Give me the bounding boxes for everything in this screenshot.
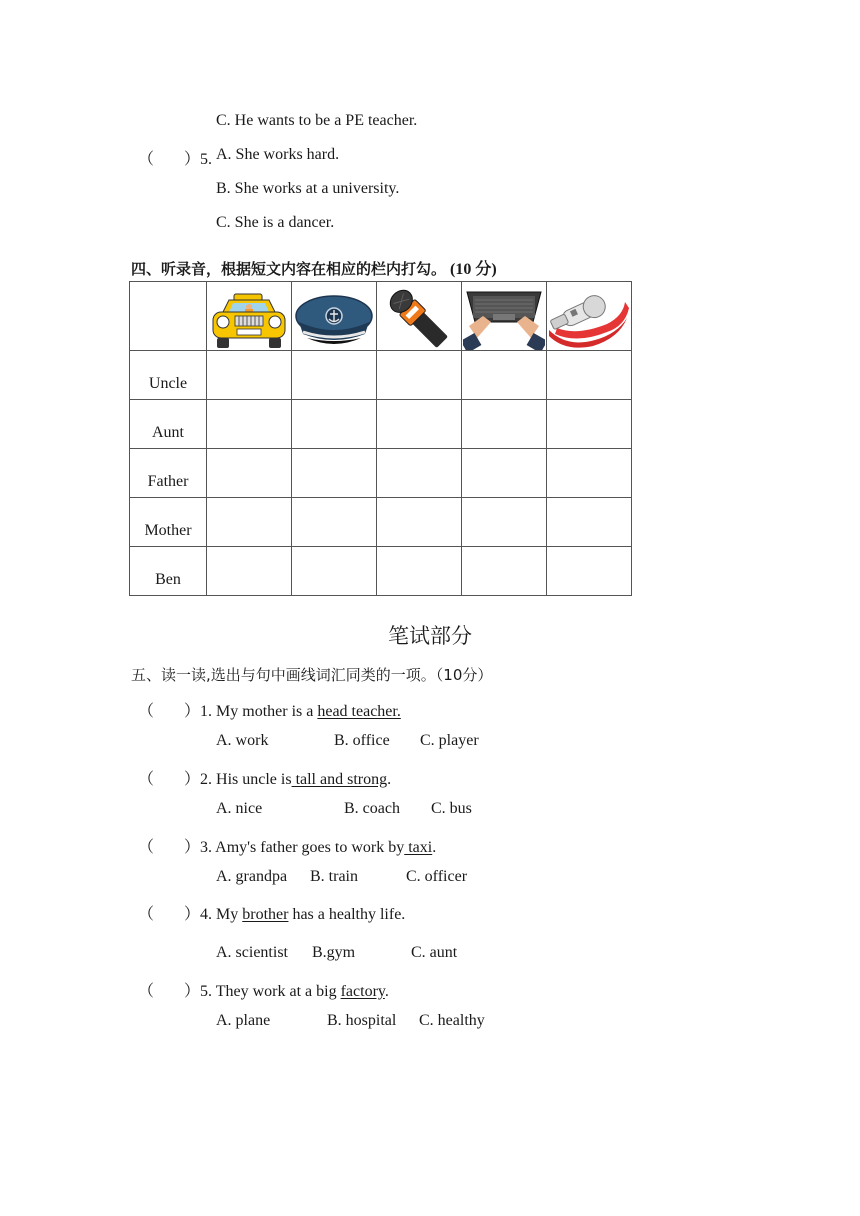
q3-option-b: B. train	[310, 868, 358, 885]
tick-cell[interactable]	[377, 449, 462, 498]
header-empty-cell	[130, 282, 207, 351]
tick-table	[129, 281, 632, 596]
microphone-icon	[384, 288, 454, 350]
tick-cell[interactable]	[547, 400, 632, 449]
q3-option-a: A. grandpa	[216, 868, 288, 885]
section4-score: (10 分)	[450, 261, 497, 278]
header-cell-captain-hat	[292, 282, 377, 351]
tick-cell[interactable]	[377, 351, 462, 400]
tick-cell[interactable]	[292, 351, 377, 400]
q4-option-c: C. aunt	[411, 944, 458, 961]
header-cell-laptop	[462, 282, 547, 351]
table-header-row	[130, 282, 632, 351]
tick-cell[interactable]	[377, 400, 462, 449]
answer-paren-open: （	[138, 983, 155, 1000]
question-5-text: They work at a big	[215, 983, 341, 1000]
question-3-text: Amy's father goes to work by	[215, 839, 405, 856]
row-label-mother: Mother	[130, 498, 207, 547]
tick-cell[interactable]	[462, 449, 547, 498]
tick-cell[interactable]	[547, 351, 632, 400]
q1-option-a: A. work	[216, 732, 269, 749]
row-label-aunt: Aunt	[130, 400, 207, 449]
header-cell-taxi	[207, 282, 292, 351]
table-row	[130, 351, 632, 400]
captain-hat-icon	[293, 292, 375, 350]
tick-cell[interactable]	[377, 498, 462, 547]
tick-cell[interactable]	[377, 547, 462, 596]
question-2-text-end: .	[387, 771, 392, 788]
q5b-option-a: A. plane	[216, 1012, 271, 1029]
q1-option-b: B. office	[334, 732, 390, 749]
answer-paren-open: （	[138, 906, 155, 923]
tick-cell[interactable]	[462, 351, 547, 400]
q5b-option-c: C. healthy	[419, 1012, 485, 1029]
tick-cell[interactable]	[547, 449, 632, 498]
question-2-text: His uncle is	[216, 771, 292, 788]
question-4-number: ）4.	[184, 906, 213, 923]
question-4-underlined: brother	[242, 906, 289, 923]
tick-cell[interactable]	[207, 449, 292, 498]
tick-cell[interactable]	[292, 547, 377, 596]
tick-cell[interactable]	[292, 449, 377, 498]
question-5-text-end: .	[384, 983, 389, 1000]
question-1-number: ）1.	[184, 703, 213, 720]
answer-paren-open: （	[138, 703, 155, 720]
tick-cell[interactable]	[207, 400, 292, 449]
whistle-icon	[547, 288, 631, 350]
q5-option-b: B. She works at a university.	[216, 180, 400, 197]
question-5-number: ）5.	[184, 983, 213, 1000]
tick-cell[interactable]	[462, 547, 547, 596]
answer-paren-open: （	[138, 771, 155, 788]
question-3-underlined: taxi	[404, 839, 433, 856]
q4-option-c: C. He wants to be a PE teacher.	[216, 112, 418, 129]
q2-option-c: C. bus	[431, 800, 472, 817]
answer-paren-open: （	[138, 151, 155, 168]
q1-option-c: C. player	[420, 732, 479, 749]
tick-cell[interactable]	[462, 498, 547, 547]
q5-option-c: C. She is a dancer.	[216, 214, 335, 231]
question-5-underlined: factory	[340, 983, 385, 1000]
written-part-title: 笔试部分	[388, 624, 472, 648]
row-label-father: Father	[130, 449, 207, 498]
question-3	[184, 834, 436, 857]
q5-number: ）5.	[184, 151, 213, 168]
table-row	[130, 498, 632, 547]
question-1	[184, 698, 401, 721]
tick-cell[interactable]	[207, 547, 292, 596]
taxi-icon	[209, 292, 289, 350]
table-row	[130, 547, 632, 596]
question-2-underlined: tall and strong	[291, 771, 388, 788]
section4-heading-text: 四、听录音，根据短文内容在相应的栏内打勾。	[131, 260, 447, 278]
tick-cell[interactable]	[547, 547, 632, 596]
question-2-number: ）2.	[184, 771, 213, 788]
q3-option-c: C. officer	[406, 868, 468, 885]
section5-heading: 五、读一读,选出与句中画线词汇同类的一项。（10分）	[131, 666, 493, 684]
q2-option-a: A. nice	[216, 800, 263, 817]
question-4	[184, 901, 405, 924]
question-5	[184, 978, 389, 1001]
question-1-text: My mother is a	[216, 703, 318, 720]
row-label-uncle: Uncle	[130, 351, 207, 400]
q5b-option-b: B. hospital	[327, 1012, 397, 1029]
table-row	[130, 400, 632, 449]
tick-cell[interactable]	[207, 351, 292, 400]
q2-option-b: B. coach	[344, 800, 400, 817]
section4-heading	[131, 256, 497, 279]
q4-option-a: A. scientist	[216, 944, 288, 961]
row-label-ben: Ben	[130, 547, 207, 596]
question-3-text-end: .	[432, 839, 437, 856]
tick-cell[interactable]	[462, 400, 547, 449]
tick-cell[interactable]	[547, 498, 632, 547]
question-2	[184, 766, 391, 789]
question-3-number: ）3.	[184, 839, 213, 856]
table-row	[130, 449, 632, 498]
tick-cell[interactable]	[207, 498, 292, 547]
tick-cell[interactable]	[292, 498, 377, 547]
header-cell-microphone	[377, 282, 462, 351]
question-1-underlined: head teacher.	[317, 703, 401, 720]
laptop-icon	[463, 286, 545, 350]
answer-paren-open: （	[138, 839, 155, 856]
tick-cell[interactable]	[292, 400, 377, 449]
question-4-text: My	[216, 906, 243, 923]
q4-option-b: B.gym	[312, 944, 356, 961]
question-4-text-end: has a healthy life.	[288, 906, 406, 923]
q5-option-a: A. She works hard.	[216, 146, 340, 163]
header-cell-whistle	[547, 282, 632, 351]
